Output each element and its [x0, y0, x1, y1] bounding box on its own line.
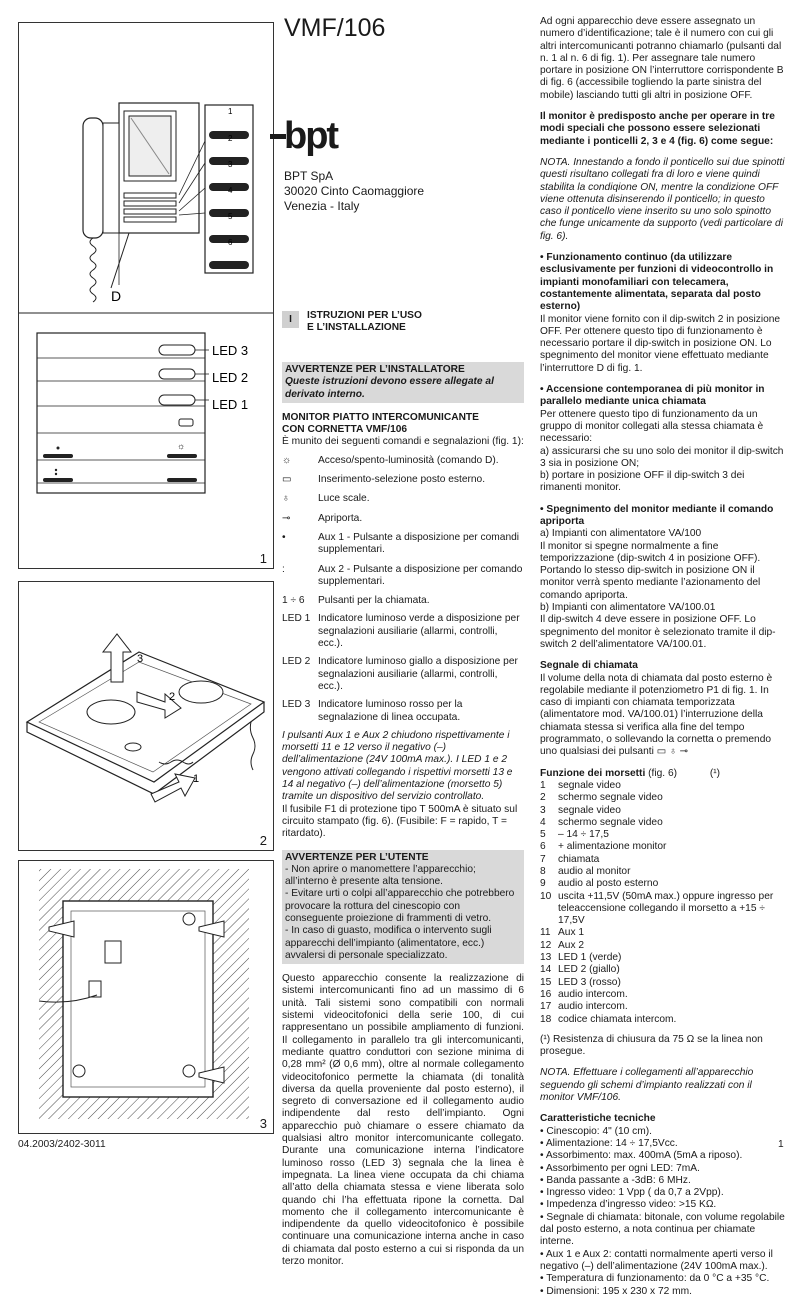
door-off-b: Il dip-switch 4 deve essere in posizione OFF. Lo spegnimento del monitor è selezionato tramite il dip-switch 2 dell’alimentatore VA/100.01.	[540, 614, 776, 650]
led-1-label: LED 1	[212, 397, 249, 412]
button-number: 1	[228, 107, 233, 116]
tech-item: • Banda passante a -3dB: 6 MHz.	[540, 1174, 691, 1186]
jumper-note: NOTA. Innestando a fondo il ponticello sui due spinotti questi risultano collegati fra di loro e viene quindi stabilita la condiqione ON, mentre la condizione OFF viene ottenuta disinserendo il ponticello; in questo caso il ponticello viene inserito su uno solo spinotto che funge unicamente da supporto (vedi particolare di fig. 6).	[540, 156, 785, 242]
wiring-note: NOTA. Effettuare i collegamenti all’apparecchio seguendo gli schemi d’impianto realizzati con il monitor VMF/106.	[540, 1067, 754, 1104]
parallel-mode-text: Per ottenere questo tipo di funzionamento da un gruppo di monitor collegati alla stessa chiamata è necessario:	[540, 408, 764, 445]
installer-warning-title: AVVERTENZE PER L’INSTALLATORE	[285, 364, 465, 375]
svg-text:bpt: bpt	[284, 115, 338, 157]
tech-item: • Cinescopio: 4" (10 cm).	[540, 1125, 652, 1137]
tech-item: • Temperatura di funzionamento: da 0 °C a +35 °C.	[540, 1273, 770, 1285]
door-off-b-head: b) Impianti con alimentatore VA/100.01	[540, 602, 716, 614]
arrow-label: 1	[193, 773, 200, 785]
button-number: 5	[228, 212, 233, 221]
figure-3-frame	[18, 860, 274, 1134]
figure-1-frame	[18, 22, 274, 569]
terminals-ref: (fig. 6)	[648, 767, 677, 779]
door-off-a-head: a) Impianti con alimentatore VA/100	[540, 528, 702, 540]
terminal-row: 5 – 14 ÷ 17,5	[540, 829, 609, 841]
monitor-title: MONITOR PIATTO INTERCOMUNICANTE CON CORNETTA VMF/106	[282, 411, 479, 436]
terminal-row: 10 uscita +11,5V (50mA max.) oppure ingresso per teleaccensione collegando il morsetto a +15 ÷ 17,5V	[540, 890, 774, 927]
terminal-row: 11 Aux 1	[540, 927, 585, 939]
lamp-icon: ♁	[669, 746, 677, 758]
tech-item: • Assorbimento per ogni LED: 7mA.	[540, 1162, 700, 1174]
terminal-row: 18 codice chiamata intercom.	[540, 1013, 677, 1025]
tech-title: Caratteristiche tecniche	[540, 1113, 656, 1125]
fuse-note: Il fusibile F1 di protezione tipo T 500mA è situato sul circuito stampato (fig. 6). (Fusibile: F = rapido, T = ritardato).	[282, 803, 518, 840]
terminal-row: 16 audio intercom.	[540, 988, 628, 1000]
brand-logo	[270, 114, 380, 163]
two-dots-icon: :	[282, 563, 285, 575]
svg-text:☼: ☼	[177, 441, 186, 451]
tech-item: • Impedenza d’ingresso video: >15 KΩ.	[540, 1199, 717, 1211]
figure-1-drawing	[19, 23, 273, 568]
call-signal-title: Segnale di chiamata	[540, 660, 638, 672]
page-number: 1	[778, 1139, 784, 1150]
figure-1-number: 1	[259, 551, 267, 566]
door-off-title: • Spegnimento del monitor mediante il comando apriporta	[540, 503, 774, 527]
terminal-row: 17 audio intercom.	[540, 1001, 628, 1013]
door-off-a: Il monitor si spegne normalmente a fine temporizzazione (dip-switch 4 in posizione OFF). Portando lo stesso dip-switch in posizione ON il monitor verrà spento mediante l’azionamento del comando apriporta.	[540, 540, 761, 601]
led-3-label: LED 3	[212, 343, 249, 358]
user-warning-item: - Non aprire o manomettere l’apparecchio; all’interno è presente alta tensione.	[285, 863, 476, 888]
terminal-row: 12 Aux 2	[540, 939, 585, 951]
callout-d: D	[111, 288, 122, 304]
arrow-label: 3	[137, 653, 144, 665]
tech-item: • Assorbimento: max. 400mA (5mA a riposo).	[540, 1150, 743, 1162]
button-number: 4	[228, 186, 233, 195]
figure-3-number: 3	[259, 1116, 267, 1131]
continuous-mode-title: • Funzionamento continuo (da utilizzare esclusivamente per funzioni di videocontrollo in impianti monofamiliari con telecamera, costantemente alimentata, separata dal posto esterno)	[540, 252, 774, 313]
user-warning-item: - Evitare urti o colpi all’apparecchio che potrebbero provocare la rottura del cinescopio con conseguente proiezione di frammenti di vetro.	[285, 888, 515, 924]
figure-2-drawing	[19, 582, 273, 850]
figure-2-number: 2	[259, 833, 267, 848]
insert-icon: ▭	[656, 746, 667, 758]
middle-column: AVVERTENZE PER L’INSTALLATORE Queste istruzioni devono essere allegate al derivato interno. MONITOR PIATTO INTERCOMUNICANTE CON CORNETTA VMF/106 È munito dei seguenti comandi e segnalazioni (fig. 1): ☼ Acceso/spento-luminosità (comando D). ▭ Inserimento-selezione posto esterno. ♁ Luce scale. ⊸ Apriporta. • Aux 1 - Pulsante a disposizione per comandi supplementari. : Aux 2 - Pulsante a disposizione per comando supplementari. 1 ÷ 6 Pulsanti per la chiamata. LED 1 Indicatore luminoso verde a disposizione per segnalazioni ausiliarie (allarmi, controlli, ecc.). LED 2 Indicatore luminoso giallo a disposizione per segnalazioni ausiliarie (allarmi, controlli, ecc.). LED 3 Indicatore luminoso rosso per la segnalazione di linea occupata. I pulsanti Aux 1 e Aux 2 chiudono rispettivamente i morsetti 11 e 12 verso il negativo (–) dell’alimentazione (24V 100mA max.). I LED 1 e 2 vengono attivati collegando i rispettivi morsetti 13 e 14 al negativo (–) dell’alimentazione (morsetto 5) tramite un dispositivo del servizio controllato. Il fusibile F1 di protezione tipo T 500mA è situato sul circuito stampato (fig. 6). (Fusibile: F = rapido, T = ritardato). AVVERTENZE PER L’UTENTE - Non aprire o manomettere l’apparecchio; all’interno è presente alta tensione. - Evitare urti o colpi all’apparecchio che potrebbero provocare la rottura del cinescopio con conseguente proiezione di frammenti di vetro. - In caso di guasto, modifica o intervento sugli apparecchi dell’impianto (alimentatore, ecc.) avvalersi di personale specializzato. Questo apparecchio consente la realizzazione di sistemi intercomunicanti fino ad un massimo di 6 unità. Tali sistemi sono compatibili con normali sistemi videocitofonici della serie 100, di cui rappresentano un possibile ampliamento di funzioni. Il collegamento in parallelo tra gli intercomunicanti, mediante quattro conduttori con sezione minima di 0,28 mm² (Ø 0,6 mm), oltre al normale collegamento videocitofonico permette la chiamata (di tonalità diversa da quella proveniente dal posto esterno), il segreto di conversazione ed il collegamento audio indipendente dal resto dell’impianto. Ogni apparecchio può chiamare o essere chiamato da qualsiasi altro monitor intercomunicante collegato. Durante una comunicazione interna l’indicatore luminoso rosso (LED 3) segnala che la linea è impegnata. La linea viene occupata da chi chiama all’atto della chiamata stessa e viene liberata solo quando chi l’ha effettuata ripone la cornetta. Dal momento che il collegamento intercomunicante è indipendente da quello videocitofonico è possibile continuare una comunicazione interna anche in caso di chiamata dal posto esterno a cui si risponda da un terzo monitor.	[282, 364, 524, 1267]
dot-icon: •	[282, 531, 286, 543]
parallel-mode-a: a) assicurarsi che su uno solo dei monitor il dip-switch 3 sia in posizione ON;	[540, 445, 784, 469]
tech-item: • Segnale di chiamata: bitonale, con volume regolabile dal posto esterno, a nota continua per chiamate interne.	[540, 1211, 785, 1248]
parallel-mode-title: • Accensione contemporanea di più monitor in parallelo mediante unica chiamata	[540, 384, 765, 408]
aux-note: I pulsanti Aux 1 e Aux 2 chiudono rispettivamente i morsetti 11 e 12 verso il negativo (–) dell’alimentazione (24V 100mA max.). I LED 1 e 2 vengono attivati collegando i rispettivi morsetti 13 e 14 al negativo (–) dell’alimentazione (morsetto 5) tramite un dispositivo del servizio controllato.	[282, 729, 513, 803]
special-modes-intro: Il monitor è predisposto anche per operare in tre modi speciali che possono essere selezionati mediante i ponticelli 2, 3 e 4 (fig. 6) come segue:	[540, 111, 775, 147]
intercom-description: Questo apparecchio consente la realizzazione di sistemi intercomunicanti fino ad un massimo di 6 unità. Tali sistemi sono compatibili con normali sistemi videocitofonici della serie 100, di cui rappresentano un possibile ampliamento di funzioni. Il collegamento in parallelo tra gli intercomunicanti, mediante quattro conduttori con sezione minima di 0,28 mm² (Ø 0,6 mm), oltre al normale collegamento videocitofonico permette la chiamata (di tonalità diversa da quella proveniente dal posto esterno), il segreto di conversazione ed il collegamento audio indipendente dal resto dell’impianto. Ogni apparecchio può chiamare o essere chiamato da qualsiasi altro monitor intercomunicante collegato. Durante una comunicazione interna l’indicatore luminoso rosso (LED 3) segnala che la linea è impegnata. La linea viene occupata da chi chiama all’atto della chiamata stessa e viene liberata solo quando chi l’ha effettuata ripone la cornetta. Dal momento che il collegamento intercomunicante è indipendente da quello videocitofonico è possibile continuare una comunicazione interna anche in caso di chiamata dal posto esterno a cui si risponda da un terzo monitor.	[282, 973, 524, 1267]
figure-3-drawing	[19, 861, 273, 1133]
terminal-row: 14 LED 2 (giallo)	[540, 964, 620, 976]
id-assignment: Ad ogni apparecchio deve essere assegnato un numero d’identificazione; tale è il numero con cui gli altri intercomunicanti potranno chiamarlo (pulsanti dal n. 1 al n. 6 di fig. 1). Per assegnare tale numero portare in posizione ON l’interruttore corrispondente B di fig. 6 (accessibile togliendo la parte sinistra del mobile) lasciando tutti gli altri in posizione OFF.	[540, 16, 784, 101]
lamp-icon: ♁	[282, 493, 290, 505]
document-code: 04.2003/2402-3011	[18, 1139, 106, 1150]
terminal-row: 3 segnale video	[540, 804, 621, 816]
terminal-row: 13 LED 1 (verde)	[540, 952, 622, 964]
terminal-row: 7 chiamata	[540, 853, 600, 865]
terminal-row: 2 schermo segnale video	[540, 792, 663, 804]
monitor-intro: È munito dei seguenti comandi e segnalazioni (fig. 1):	[282, 436, 524, 448]
section-title: ISTRUZIONI PER L’USO E L’INSTALLAZIONE	[307, 310, 422, 334]
insert-icon: ▭	[282, 474, 292, 486]
tech-item: • Alimentazione: 14 ÷ 17,5Vcc.	[540, 1137, 678, 1149]
continuous-mode-text: Il monitor viene fornito con il dip-switch 2 in posizione OFF. Per ottenere questo tipo di funzionamento è necessario portare il dip-switch in posizione ON. Lo spegnimento del monitor viene effettuato mediante l’interruttore D di fig. 1.	[540, 313, 781, 374]
led-2-label: LED 2	[212, 370, 249, 385]
sun-icon: ☼	[282, 454, 292, 466]
tech-item: • Ingresso video: 1 Vpp ( da 0,7 a 2Vpp).	[540, 1187, 724, 1199]
terminal-row: 15 LED 3 (rosso)	[540, 976, 621, 988]
model-title: VMF/106	[284, 14, 386, 42]
button-number: 3	[228, 160, 233, 169]
terminal-row: 4 schermo segnale video	[540, 816, 663, 828]
company-address: BPT SpA 30020 Cinto Caomaggiore Venezia - Italy	[284, 169, 425, 213]
language-tag: I	[282, 311, 299, 328]
button-number: 2	[228, 134, 233, 143]
terminal-row: 9 audio al posto esterno	[540, 878, 659, 890]
installer-warning-text: Queste istruzioni devono essere allegate al derivato interno.	[285, 376, 494, 400]
terminal-row: 6 + alimentazione monitor	[540, 841, 667, 853]
footnote: (¹) Resistenza di chiusura da 75 Ω se la linea non prosegue.	[540, 1033, 763, 1058]
call-signal-text: Il volume della nota di chiamata dal posto esterno è regolabile mediante il potenziometro P1 di fig. 1. In caso di impianti con chiamata temporizzata (alimentatore mod. VA/100.01) l’interruzione della chiamata stessa si verifica alla fine del tempo programmato, o sollevando la cornetta o premendo uno qualsiasi dei pulsanti ▭ ♁ ⊸	[540, 672, 773, 758]
figure-2-frame	[18, 581, 274, 851]
terminal-row: 1 segnale video	[540, 779, 621, 791]
tech-item: • Dimensioni: 195 x 230 x 72 mm.	[540, 1285, 692, 1297]
right-column	[540, 16, 788, 1298]
key-icon: ⊸	[679, 746, 689, 758]
terminals-title: Funzione dei morsetti	[540, 767, 646, 779]
button-number: 6	[228, 238, 233, 247]
user-warning-item: - In caso di guasto, modifica o intervento sugli apparecchi dell’impianto (alimentatore, ecc.) avvalersi di personale specializzato.	[285, 925, 492, 961]
tech-item: • Aux 1 e Aux 2: contatti normalmente aperti verso il negativo (–) dell’alimentazione (24V 100mA max.).	[540, 1248, 773, 1272]
key-icon: ⊸	[282, 512, 291, 524]
footnote-mark: (¹)	[709, 767, 721, 779]
user-warning-title: AVVERTENZE PER L’UTENTE	[285, 851, 429, 863]
terminal-row: 8 audio al monitor	[540, 866, 631, 877]
parallel-mode-b: b) portare in posizione OFF il dip-switch 3 dei rimanenti monitor.	[540, 470, 745, 494]
arrow-label: 2	[169, 691, 176, 703]
